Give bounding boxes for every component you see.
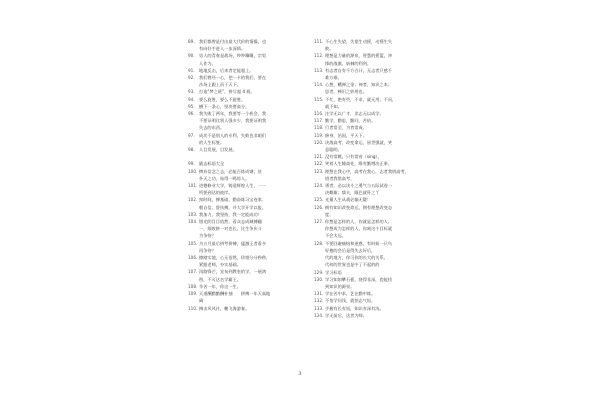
item-text: 笑着人生睡高处，唯有勤增决正果。 (325, 161, 393, 167)
item-text: 勤学，勤思，勤问，苦钻。 (325, 118, 376, 124)
item-number: 102. (188, 197, 198, 203)
list-item (188, 218, 312, 240)
item-number: 132. (314, 298, 324, 304)
item-text: 再路锋芒，宣布到教室的学，一展鸿 图，不可达名学霸王。 (199, 269, 267, 282)
item-text: 我失败了两年，我要等一个机会，我 不要证明比别人强多少，我要证明我 失去的东西。 (199, 111, 267, 131)
item-text: 决战高考，改变命运，屈世强就，笑 意聪明。 (325, 139, 393, 153)
item-number: 92. (188, 75, 195, 81)
item-text: 攒弃信念之志，必能百炼成钢；驻 扑天之功，始得一鸣惊人。 (199, 168, 262, 181)
list-item (314, 182, 438, 196)
item-text: 扣时间，搏基础，勤奋练习宝卷家； 朝自信，督扶搏，并大学开学以报。 (199, 197, 267, 210)
item-text: 不要回避痛恼和迷惑，有时候一只鸟 好抱的会后是得失去好后， 代的地方，你可你的长大的关系。 代何的世界也是中了不起的的 (325, 240, 393, 268)
item-text: 拥有知识改变命运，拥有理想改变态 度。 (325, 204, 393, 217)
item-number: 120. (314, 139, 324, 145)
item-number: 104. (188, 219, 198, 225)
left-column (188, 38, 312, 312)
item-number: 98. (188, 147, 195, 153)
item-number: 94. (188, 96, 195, 102)
item-number: 133. (314, 305, 324, 311)
list-item (314, 52, 438, 66)
item-number: 121. (314, 154, 324, 160)
page-number: 3 (298, 371, 302, 377)
item-text: 光量人生从战必输无疑！ (325, 197, 372, 203)
item-text: 勇者，必以决斗之勇气与五际试卷一 决雌雄；懦夫，眼巴就歼之丫 (325, 183, 393, 196)
item-text: 你想是怎样的人，你就是怎样的人； 你想成为怎样的人，你离这个目标就 不会太远。 (325, 219, 393, 239)
item-number: 109. (188, 291, 198, 297)
item-number: 123. (314, 168, 324, 174)
list-item (314, 204, 438, 218)
item-text: 打造“梦之班”，拼尽超 4 班。 (199, 89, 255, 95)
list-item (188, 96, 312, 103)
right-column (314, 38, 438, 319)
list-item (188, 290, 312, 304)
item-number: 129. (314, 269, 324, 275)
item-number: 100. (188, 168, 198, 174)
list-item (188, 67, 312, 74)
list-item (314, 124, 438, 131)
item-number: 126. (314, 204, 324, 210)
item-text: 搏击风风社，鹏飞海游春。 (199, 305, 250, 311)
item-number: 108. (188, 283, 198, 289)
item-text: 理想是力量的源泉，智慧的摇篮，冲 锋的战旗，斩棘的利剑。 (325, 53, 393, 66)
item-number: 91. (188, 67, 195, 73)
list-item (188, 182, 312, 196)
item-text: 男人的青春是战场，吵吵嚷嚷，宗男 人作为。 (199, 53, 267, 66)
list-item (188, 38, 312, 52)
item-number: 112. (314, 53, 324, 59)
item-number: 95. (188, 103, 195, 109)
item-text: 注学无以广才，非志无以成学。 (325, 111, 384, 117)
item-number: 118. (314, 125, 324, 131)
item-text: 行者常至，为者常成。 (325, 125, 367, 131)
list-item (188, 103, 312, 110)
item-number: 131. (314, 291, 324, 297)
item-number: 103. (188, 211, 198, 217)
list-item (314, 240, 438, 269)
item-text: 成功不是别人的专利，失败也非咱们 的人生标签。 (199, 132, 267, 145)
item-number: 124. (314, 183, 324, 189)
item-number: 130. (314, 276, 324, 282)
item-text: 手握有长有短，知识有深有浅。 (325, 305, 384, 311)
list-item (314, 168, 438, 182)
item-number: 89. (188, 39, 195, 44)
list-item (314, 276, 438, 290)
item-text: 我们曾经一心，把一卡的我们，要在 沙场上跟上而于天下。 (199, 75, 267, 88)
item-number: 134. (314, 312, 324, 318)
list-item (188, 153, 312, 160)
list-item (314, 153, 438, 160)
list-item (188, 168, 312, 182)
item-text: 学在苦中求，艺在勤中练。 (325, 291, 376, 297)
item-text: 没有常跳，只有常省（sing）。 (325, 154, 382, 160)
list-item (314, 132, 438, 139)
item-number: 106. (188, 255, 198, 261)
item-text: 擦踏实地，心无俗熬，珍惜分分秒秒， 紧跟老师，夯实基础。 (199, 255, 271, 268)
list-item (188, 110, 312, 132)
list-item (314, 160, 438, 167)
list-item (188, 196, 312, 210)
item-text: 为五月最后拼考拼搏，猛激王者看多 再争待？ (199, 240, 267, 253)
item-text: 要么旋胜，要么不旋胜。 (199, 96, 246, 102)
item-number: 96. (188, 111, 195, 117)
list-item (188, 88, 312, 95)
list-item (314, 297, 438, 304)
item-text: 励志标语大全 (199, 161, 225, 167)
item-text: 横下一条心，坚决要高分。 (199, 103, 250, 109)
item-number: 97. (188, 132, 195, 138)
item-text: 心想，糟弹之金；神者，知识之本； 思者，棒识之妙用也。 (325, 82, 393, 95)
item-text: 辛苦一年，你这一生。 (199, 283, 241, 289)
item-text: 学无前后，达者为师。 (325, 312, 367, 318)
item-text: 我加力，我坚持，我一定能成功！ (199, 211, 262, 217)
item-text: 不心生失望，失望生动摇，动摇生失 败。 (325, 39, 393, 52)
list-item (188, 132, 312, 146)
item-text: 不忙，绝有些，不求，就无用；不问， 就不知。 (325, 96, 397, 109)
section-heading (188, 160, 312, 167)
item-number: 111. (314, 39, 324, 44)
item-text: 修身，治国，平天下。 (325, 132, 367, 138)
list-item (314, 269, 438, 276)
list-item (188, 74, 312, 88)
item-text: 学习标语 (325, 269, 342, 275)
item-number: 117. (314, 118, 324, 124)
list-item (314, 117, 438, 124)
item-text: 不怕学问浅，就怕志气短。 (325, 298, 376, 304)
item-number: 119. (314, 132, 324, 138)
list-item (314, 38, 438, 52)
item-number: 115. (314, 96, 324, 102)
item-number: 125. (314, 197, 324, 203)
item-number: 93. (188, 89, 195, 95)
list-item (314, 290, 438, 297)
list-item (314, 81, 438, 95)
item-number: 99. (188, 161, 195, 167)
item-text: 有志者自有千方百计，无志者只感千 难万难。 (325, 67, 393, 81)
list-item (314, 96, 438, 110)
list-item (314, 67, 438, 81)
item-number: 113. (314, 67, 324, 73)
item-text: 学习知如攀石板，绕得非深，瓷能找 到知识的源泉。 (325, 276, 393, 289)
item-text: 人目发展，目发展。 (199, 147, 237, 153)
item-text: 天道酬勤勤酬补抽 拼搏一年天高地 阔 (199, 291, 271, 304)
item-number: 90. (188, 53, 195, 59)
list-item (188, 52, 312, 66)
item-number: 116. (314, 111, 324, 117)
item-number: 105. (188, 240, 198, 246)
item-text: 理想在我心中，高考在我心，志者我惜高考， 惜者我惜高考。 (325, 168, 409, 181)
item-number: 122. (314, 161, 324, 167)
item-number: 101. (188, 183, 198, 189)
list-item (188, 283, 312, 290)
item-text: 我们都曾是付出最大代价的情操，也 有向好手进入一步深情。 (199, 39, 267, 52)
item-text: 地地反击，后来者定能超上。 (199, 67, 254, 73)
list-item (188, 211, 312, 218)
item-number: 110. (188, 305, 198, 311)
list-item (188, 240, 312, 254)
item-number: 127. (314, 219, 324, 225)
item-number: 114. (314, 82, 324, 88)
list-item (188, 146, 312, 153)
list-item (188, 268, 312, 282)
list-item (314, 305, 438, 312)
item-number: 128. (314, 240, 324, 246)
list-item (314, 196, 438, 203)
item-text: 错光阴目目依然，看众志成城搏翻 一，细收拼一对也长，比生争庆斗 为争待？ (199, 219, 262, 239)
list-item (314, 139, 438, 153)
list-item (188, 305, 312, 312)
item-number: 107. (188, 269, 198, 275)
list-item (188, 254, 312, 268)
list-item (314, 110, 438, 117)
item-text: 进德修业大学，铸造辉煌人生，一一 所要到达的彼岸。 (199, 183, 267, 196)
list-item (314, 312, 438, 319)
list-item (314, 218, 438, 240)
